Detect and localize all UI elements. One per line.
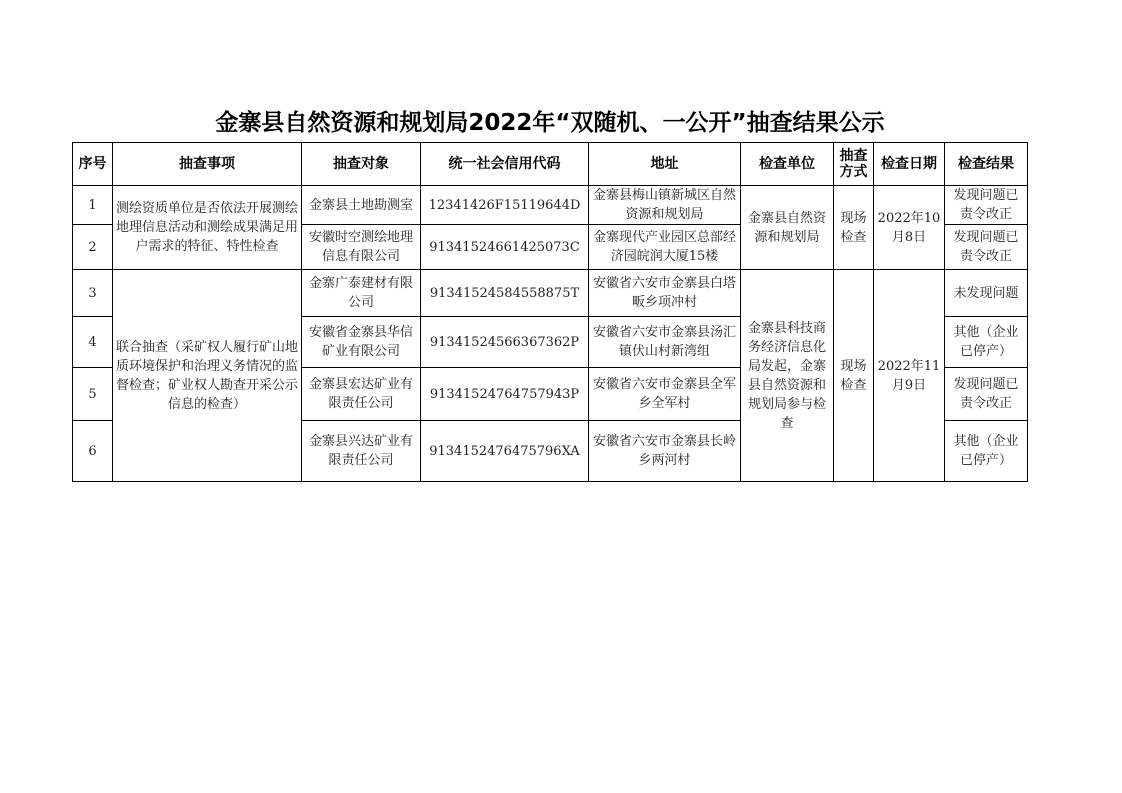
inspection-target: 金寨县宏达矿业有限责任公司 — [302, 368, 421, 421]
header-date: 检查日期 — [874, 143, 945, 186]
table-row — [73, 186, 1028, 225]
table-header-row — [73, 143, 1028, 186]
inspection-unit: 金寨县科技商务经济信息化局发起，金寨县自然资源和规划局参与检查 — [741, 270, 834, 482]
inspection-target: 金寨县兴达矿业有限责任公司 — [302, 421, 421, 482]
header-code: 统一社会信用代码 — [421, 143, 589, 186]
inspection-results-table — [72, 142, 1028, 482]
inspection-method: 现场检查 — [834, 270, 874, 482]
row-seq: 2 — [73, 225, 113, 270]
inspection-method: 现场检查 — [834, 186, 874, 270]
inspection-target: 安徽时空测绘地理信息有限公司 — [302, 225, 421, 270]
row-seq: 5 — [73, 368, 113, 421]
inspection-target: 金寨广泰建材有限公司 — [302, 270, 421, 317]
header-address: 地址 — [589, 143, 741, 186]
header-unit: 检查单位 — [741, 143, 834, 186]
header-target: 抽查对象 — [302, 143, 421, 186]
address: 安徽省六安市金寨县汤汇镇伏山村新湾组 — [589, 317, 741, 368]
credit-code: 91341524764757943P — [421, 368, 589, 421]
credit-code: 12341426F15119644D — [421, 186, 589, 225]
inspection-date: 2022年11月9日 — [874, 270, 945, 482]
header-result: 检查结果 — [945, 143, 1028, 186]
header-item: 抽查事项 — [113, 143, 302, 186]
address: 金寨现代产业园区总部经济园皖润大厦15楼 — [589, 225, 741, 270]
table-row — [73, 270, 1028, 317]
inspection-item: 联合抽查（采矿权人履行矿山地质环境保护和治理义务情况的监督检查；矿业权人勘查开采公示信息的检查） — [113, 270, 302, 482]
inspection-target: 金寨县土地勘测室 — [302, 186, 421, 225]
inspection-result: 其他（企业已停产） — [945, 421, 1028, 482]
row-seq: 6 — [73, 421, 113, 482]
credit-code: 91341524566367362P — [421, 317, 589, 368]
row-seq: 1 — [73, 186, 113, 225]
address: 安徽省六安市金寨县白塔畈乡项冲村 — [589, 270, 741, 317]
credit-code: 91341524584558875T — [421, 270, 589, 317]
header-seq: 序号 — [73, 143, 113, 186]
row-seq: 3 — [73, 270, 113, 317]
inspection-result: 其他（企业已停产） — [945, 317, 1028, 368]
inspection-result: 发现问题已责令改正 — [945, 225, 1028, 270]
inspection-unit: 金寨县自然资源和规划局 — [741, 186, 834, 270]
inspection-item: 测绘资质单位是否依法开展测绘地理信息活动和测绘成果满足用户需求的特征、特性检查 — [113, 186, 302, 270]
page-title: 金寨县自然资源和规划局2022年“双随机、一公开”抽查结果公示 — [215, 110, 885, 136]
credit-code: 9134152476475796XA — [421, 421, 589, 482]
address: 安徽省六安市金寨县长岭乡两河村 — [589, 421, 741, 482]
inspection-result: 发现问题已责令改正 — [945, 368, 1028, 421]
address: 安徽省六安市金寨县全军乡全军村 — [589, 368, 741, 421]
inspection-date: 2022年10月8日 — [874, 186, 945, 270]
header-method: 抽查方式 — [834, 143, 874, 186]
inspection-target: 安徽省金寨县华信矿业有限公司 — [302, 317, 421, 368]
inspection-result: 未发现问题 — [945, 270, 1028, 317]
row-seq: 4 — [73, 317, 113, 368]
credit-code: 91341524661425073C — [421, 225, 589, 270]
address: 金寨县梅山镇新城区自然资源和规划局 — [589, 186, 741, 225]
inspection-result: 发现问题已责令改正 — [945, 186, 1028, 225]
